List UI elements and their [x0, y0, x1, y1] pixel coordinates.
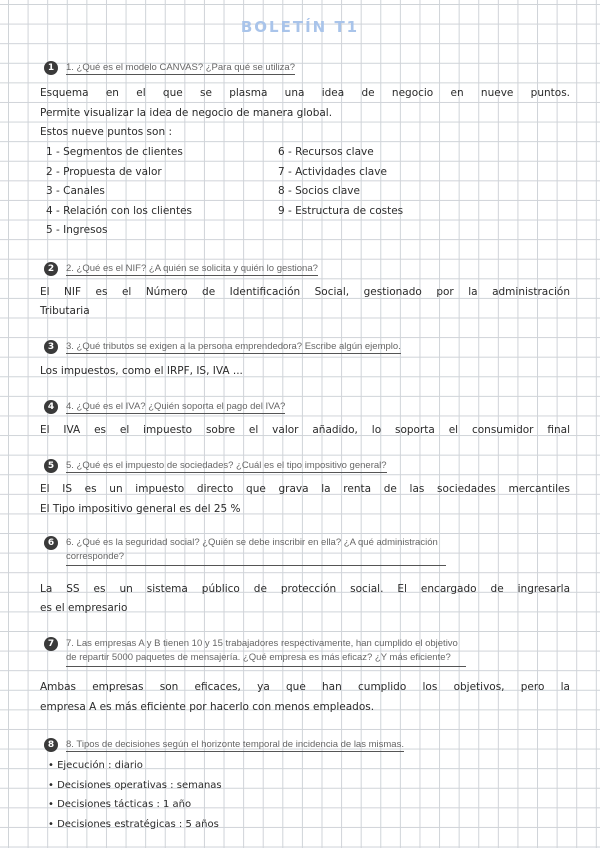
- question-number-badge: 2: [44, 262, 58, 276]
- answer-line: Tributaria: [40, 305, 90, 317]
- answer-line: La SS es un sistema público de protección social. El encargado de ingresarla: [40, 583, 570, 595]
- question-number-badge: 5: [44, 459, 58, 473]
- list-item: 9 - Estructura de costes: [278, 204, 404, 217]
- list-item: 8 - Socios clave: [278, 185, 360, 198]
- answer-line: El NIF es el Número de Identificación Social, gestionado por la administración: [40, 286, 570, 298]
- answer-line: El IS es un impuesto directo que grava la renta de las sociedades mercantiles: [40, 483, 570, 495]
- list-item: 1 - Segmentos de clientes: [46, 146, 183, 158]
- question-5: [44, 456, 387, 476]
- list-item: 3 - Canales: [46, 185, 105, 198]
- answer-line: Estos nueve puntos son :: [40, 126, 172, 138]
- question-text: 6. ¿Qué es la seguridad social? ¿Quién se debe inscribir en ella? ¿A qué administración corresponde?: [66, 536, 446, 566]
- question-4: [44, 397, 285, 417]
- answer-line: es el empresario: [40, 602, 128, 614]
- question-number-badge: 1: [44, 61, 58, 75]
- answer-line: Los impuestos, como el IRPF, IS, IVA ...: [40, 365, 243, 377]
- list-item: • Decisiones operativas : semanas: [48, 776, 222, 796]
- question-1: [44, 58, 295, 78]
- question-number-badge: 8: [44, 738, 58, 752]
- question-number-badge: 6: [44, 536, 58, 550]
- page-title: BOLETÍN T1: [240, 18, 360, 36]
- question-7: [44, 637, 466, 667]
- question-number-badge: 4: [44, 400, 58, 414]
- question-8: [44, 735, 404, 755]
- list-item: 6 - Recursos clave: [278, 146, 374, 158]
- answer-line: Permite visualizar la idea de negocio de manera global.: [40, 107, 333, 119]
- list-item: 2 - Propuesta de valor: [46, 165, 162, 178]
- canvas-points-list: [46, 143, 566, 243]
- question-text: 2. ¿Qué es el NIF? ¿A quién se solicita y quién lo gestiona?: [66, 262, 318, 274]
- question-3: [44, 337, 401, 357]
- question-number-badge: 7: [44, 637, 58, 651]
- question-6: [44, 536, 446, 566]
- list-item: 7 - Actividades clave: [278, 165, 387, 178]
- list-item: 4 - Relación con los clientes: [46, 204, 192, 217]
- answer-line: El IVA es el impuesto sobre el valor añadido, lo soporta el consumidor final: [40, 424, 570, 436]
- question-text: 4. ¿Qué es el IVA? ¿Quién soporta el pago del IVA?: [66, 400, 286, 412]
- list-item: • Ejecución : diario: [48, 756, 222, 776]
- list-item: • Decisiones tácticas : 1 año: [48, 795, 222, 815]
- decision-types-list: [48, 756, 222, 834]
- question-number-badge: 3: [44, 340, 58, 354]
- question-text: 1. ¿Qué es el modelo CANVAS? ¿Para qué se utiliza?: [66, 61, 295, 73]
- question-text: 7. Las empresas A y B tienen 10 y 15 trabajadores respectivamente, han cumplido el objetivo de repartir 5000 paquetes de mensajería. ¿Qué empresa es más eficaz? ¿Y más eficiente?: [66, 637, 466, 667]
- question-text: 3. ¿Qué tributos se exigen a la persona emprendedora? Escribe algún ejemplo.: [66, 340, 401, 352]
- question-text: 5. ¿Qué es el impuesto de sociedades? ¿Cuál es el tipo impositivo general?: [66, 459, 387, 471]
- answer-line: Esquema en el que se plasma una idea de negocio en nueve puntos.: [40, 87, 570, 99]
- answer-line: Ambas empresas son eficaces, ya que han cumplido los objetivos, pero la: [40, 681, 570, 693]
- list-item: • Decisiones estratégicas : 5 años: [48, 815, 222, 835]
- question-text: 8. Tipos de decisiones según el horizonte temporal de incidencia de las mismas.: [66, 738, 404, 750]
- answer-line: El Tipo impositivo general es del 25 %: [40, 503, 241, 515]
- answer-line: empresa A es más eficiente por hacerlo con menos empleados.: [40, 701, 375, 713]
- question-2: [44, 259, 318, 279]
- list-item: 5 - Ingresos: [46, 224, 108, 237]
